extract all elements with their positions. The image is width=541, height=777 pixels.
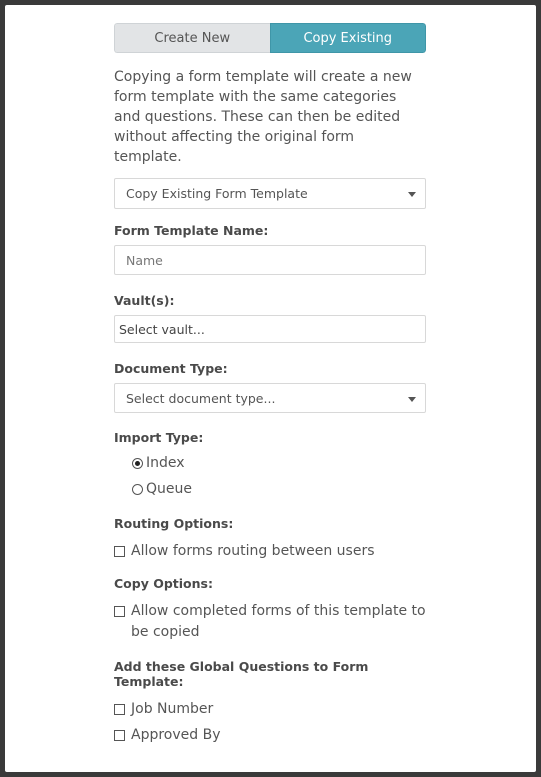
- radio-option-label: Queue: [146, 481, 192, 497]
- copy-form-template-modal: [5, 5, 536, 772]
- vaults-input[interactable]: [114, 315, 426, 343]
- checkbox-icon[interactable]: [114, 546, 125, 557]
- global-question-label: Approved By: [131, 727, 221, 743]
- global-question-label: Job Number: [131, 701, 214, 717]
- tab-create-new[interactable]: Create New: [114, 23, 270, 53]
- modal-content: [114, 23, 426, 746]
- radio-option-label: Index: [146, 455, 185, 471]
- checkbox-icon[interactable]: [114, 606, 125, 617]
- radio-option-index[interactable]: [132, 453, 426, 474]
- form-template-name-label: Form Template Name:: [114, 223, 269, 238]
- import-type-radio-group: [114, 453, 426, 500]
- import-type-label: Import Type:: [114, 430, 204, 445]
- routing-checkbox[interactable]: [114, 541, 426, 562]
- copy-options-label: Copy Options:: [114, 576, 213, 591]
- template-select-value: Copy Existing Form Template: [126, 186, 308, 201]
- form-template-name-input[interactable]: [114, 245, 426, 275]
- document-type-select[interactable]: [114, 383, 426, 413]
- chevron-down-icon: [408, 397, 416, 402]
- form-template-name-placeholder: Name: [126, 252, 163, 268]
- routing-checkbox-label: Allow forms routing between users: [131, 543, 375, 559]
- vaults-placeholder: Select vault...: [119, 321, 205, 337]
- global-questions-label: Add these Global Questions to Form Template:: [114, 659, 369, 689]
- document-type-label: Document Type:: [114, 361, 228, 376]
- radio-selected-icon[interactable]: [132, 458, 143, 469]
- mode-toggle: [114, 23, 426, 53]
- routing-options-label: Routing Options:: [114, 516, 234, 531]
- chevron-down-icon: [408, 192, 416, 197]
- radio-unselected-icon[interactable]: [132, 484, 143, 495]
- vaults-label: Vault(s):: [114, 293, 175, 308]
- template-select[interactable]: [114, 178, 426, 209]
- copy-checkbox[interactable]: [114, 601, 426, 643]
- global-question-approved-by[interactable]: [114, 725, 426, 746]
- intro-text: Copying a form template will create a new form template with the same categories and questions. These can then be edited without affecting the original form template.: [114, 69, 412, 165]
- tab-copy-existing[interactable]: Copy Existing: [270, 23, 427, 53]
- checkbox-icon[interactable]: [114, 704, 125, 715]
- copy-checkbox-label: Allow completed forms of this template to be copied: [131, 603, 426, 640]
- checkbox-icon[interactable]: [114, 730, 125, 741]
- radio-option-queue[interactable]: [132, 479, 426, 500]
- document-type-placeholder: Select document type...: [126, 390, 276, 406]
- global-question-job-number[interactable]: [114, 699, 426, 720]
